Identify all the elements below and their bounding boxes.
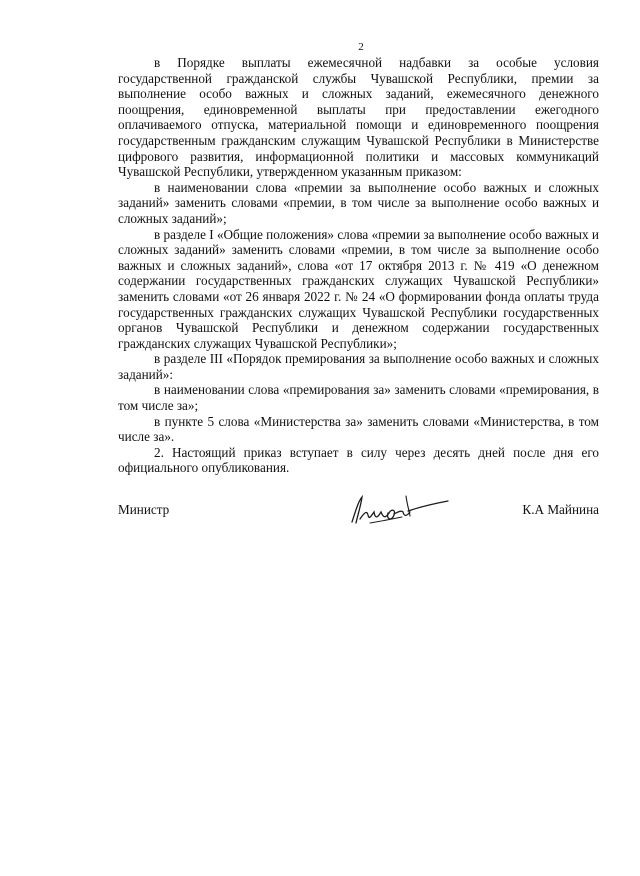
paragraph-clause-5-change: в пункте 5 слова «Министерства за» заменить словами «Министерства, в том числе за». [118, 413, 599, 445]
signatory-title: Министр [118, 502, 170, 517]
paragraph-section-3-heading: в разделе III «Порядок премирования за выполнение особо важных и сложных заданий»: [118, 351, 599, 382]
document-body [118, 55, 599, 476]
paragraph-title-change: в наименовании слова «премии за выполнение особо важных и сложных заданий» заменить словами «премии, в том числе за выполнение особо важных и сложных заданий»; [118, 179, 599, 226]
paragraph-order-intro: в Порядке выплаты ежемесячной надбавки за особые условия государственной гражданской службы Чувашской Республики, премии за выполнение особо важных и сложных заданий, ежемесячного денежного поощрения, единовременной выплаты при предоставлении ежегодного оплачиваемого отпуска, материальной помощи и единовременного поощрения государственным гражданским служащим Чувашской Республики в Министерстве цифрового развития, информационной политики и массовых коммуникаций Чувашской Республики, утвержденном указанным приказом: [118, 55, 599, 180]
paragraph-effective-date: 2. Настоящий приказ вступает в силу через десять дней после дня его официального опубликования. [118, 444, 599, 476]
signatory-name: К.А Майнина [522, 502, 599, 517]
paragraph-section-3-title-change: в наименовании слова «премирования за» заменить словами «премирования, в том числе за»; [118, 382, 599, 414]
signature-block [118, 500, 599, 530]
page-number: 2 [358, 41, 364, 53]
paragraph-section-1-change: в разделе I «Общие положения» слова «премии за выполнение особо важных и сложных заданий» заменить словами «премии, в том числе за выполнение особо важных и сложных заданий», слова «от 17 октября 2013 г. № 419 «О денежном содержании государственных гражданских служащих Чувашской Республики» заменить словами «от 26 января 2022 г. № 24 «О формировании фонда оплаты труда государственных гражданских служащих Чувашской Республики государственных органов Чувашской Республики и денежном содержании государственных гражданских служащих Чувашской Республики»; [118, 226, 599, 351]
handwritten-signature [340, 488, 452, 530]
